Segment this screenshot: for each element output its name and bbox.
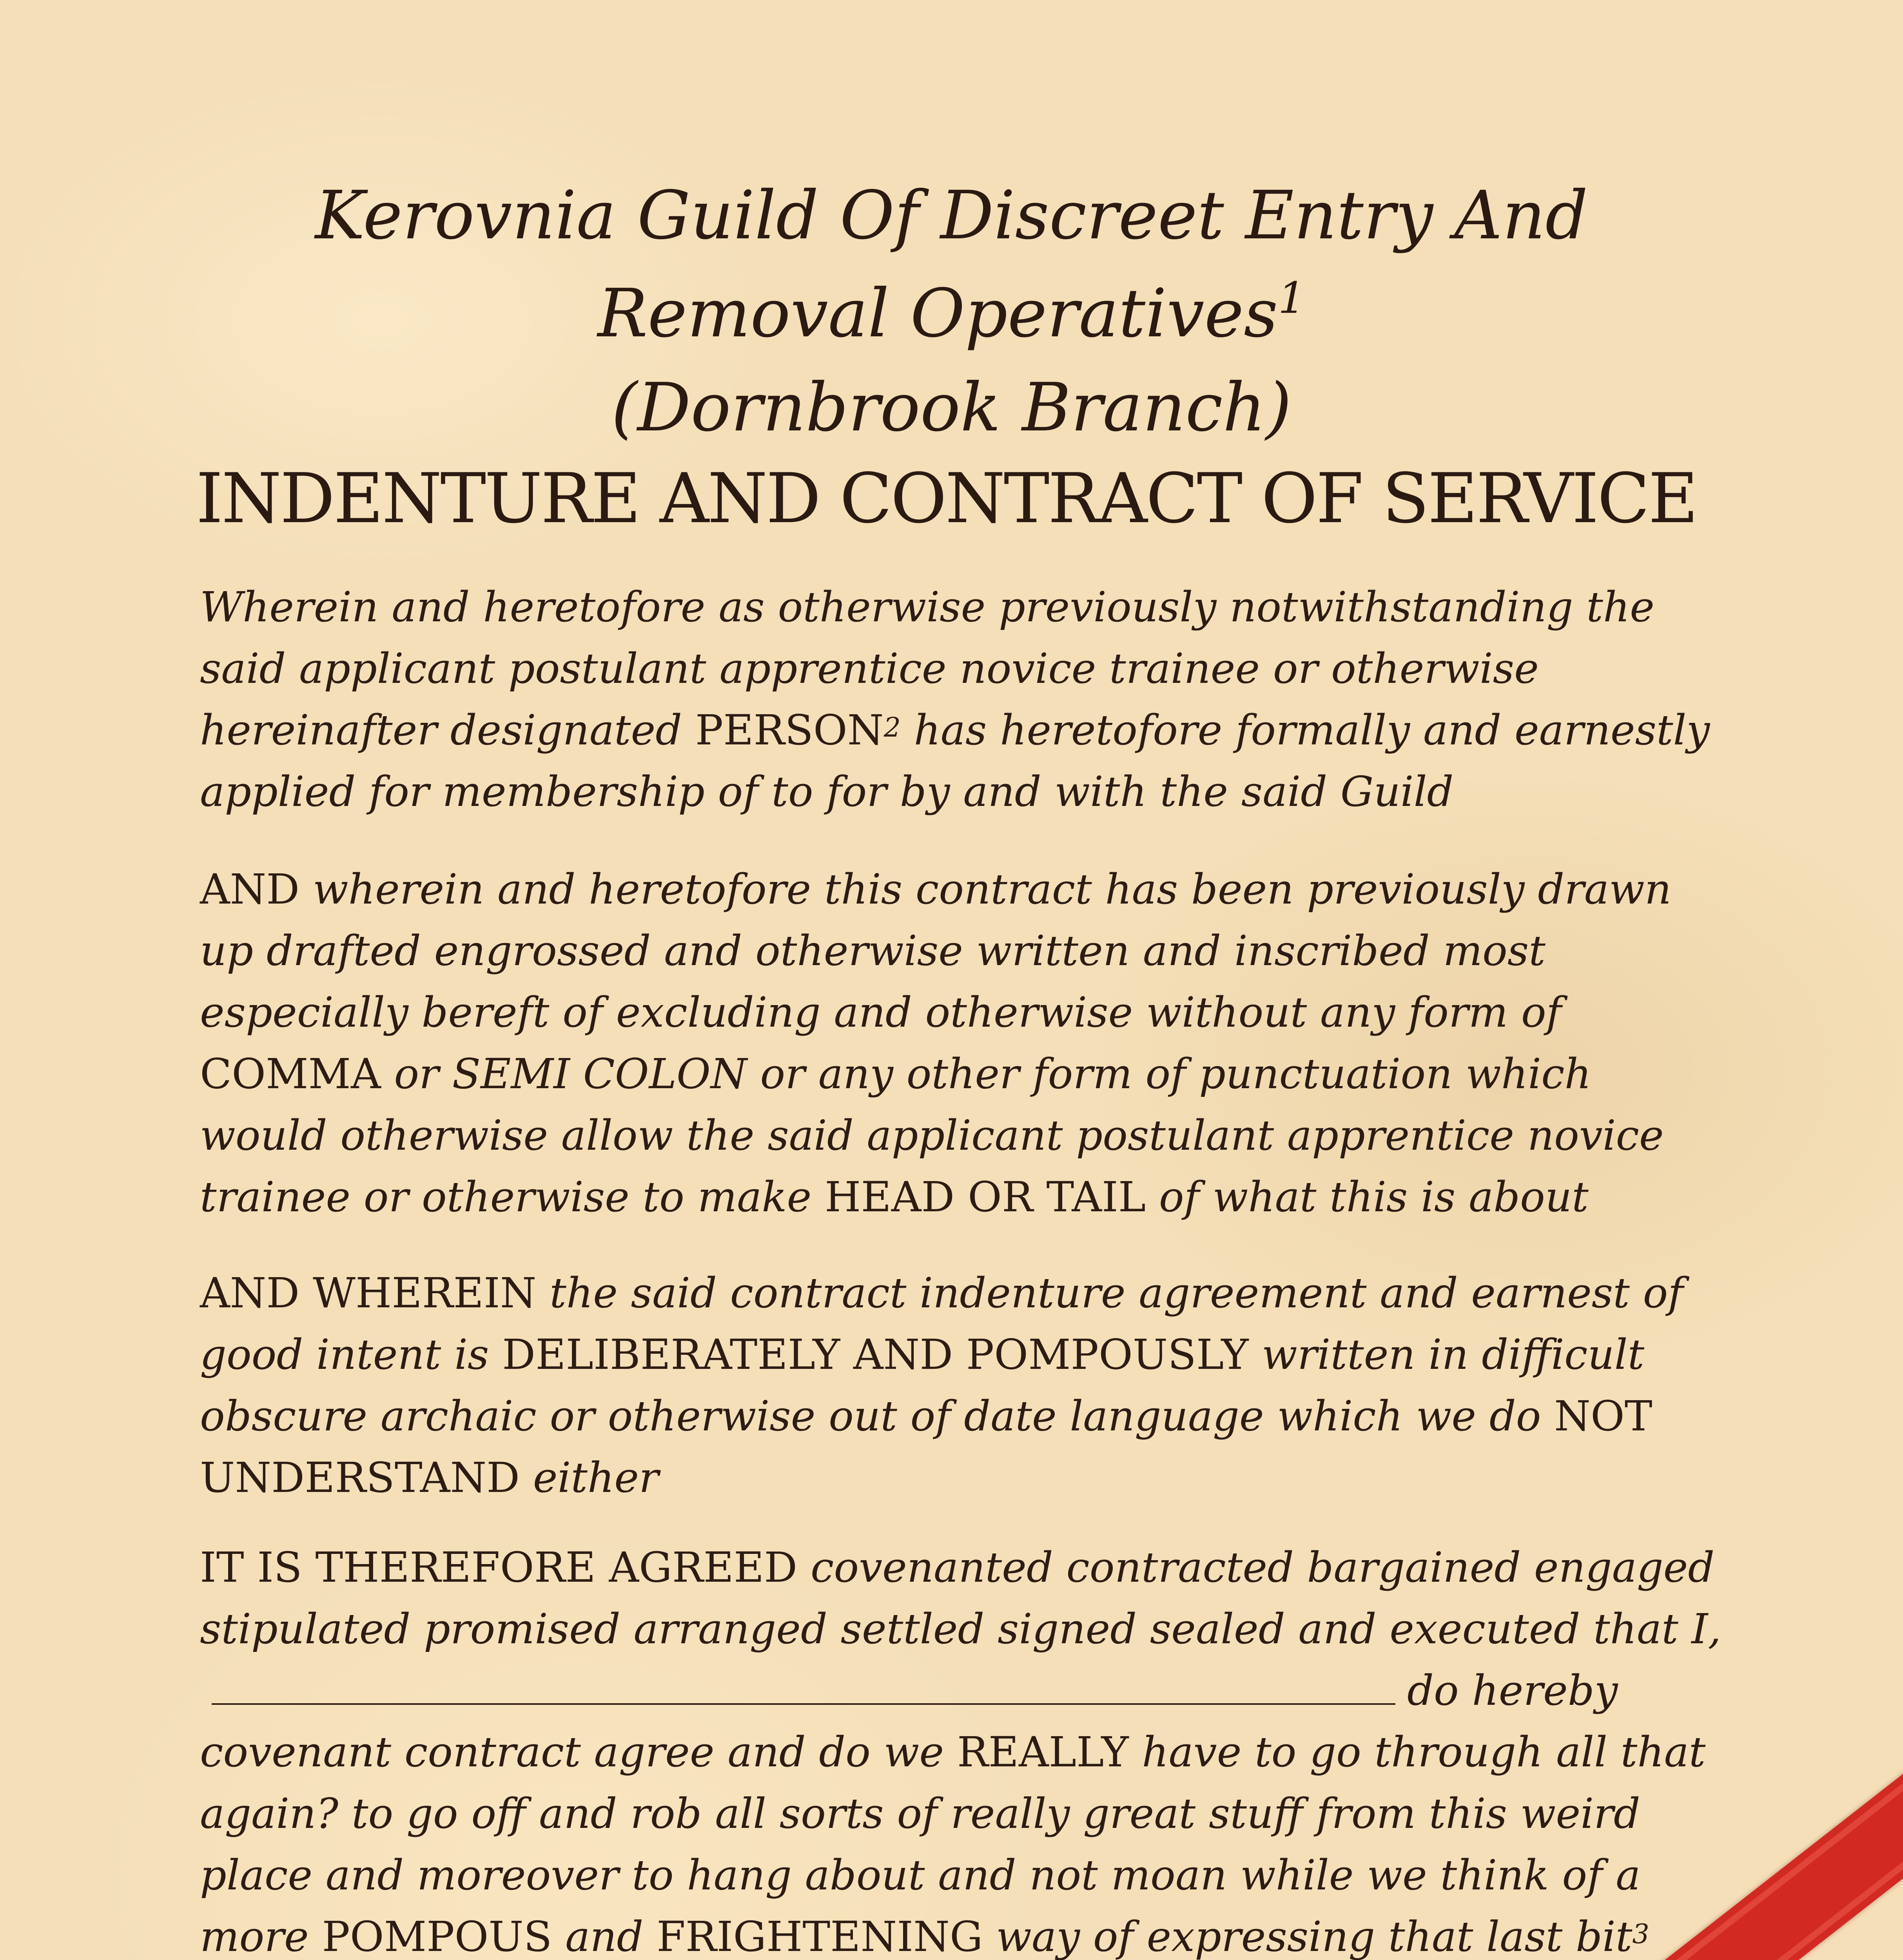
emphasis-it-is-therefore-agreed: IT IS THEREFORE AGREED [200,1543,798,1592]
paragraph-2: AND wherein and heretofore this contract has been previously drawn up drafted engrossed and otherwise written and inscribed most especially bereft of excluding and otherwise without any form of COMMA or SEMI COLON or any other form of punctuation which would otherwise allow the said applicant postulant apprentice novice trainee or otherwise to make HEAD OR TAIL of what this is about [200,865,1671,1221]
branch-name: (Dornbrook Branch) [611,369,1292,446]
emphasis-person: PERSON [695,706,884,754]
contract-title: INDENTURE AND CONTRACT OF SERVICE [196,459,1697,539]
emphasis-not-understand: NOT UNDERSTAND [200,1392,1653,1502]
emphasis-frightening: FRIGHTENING [657,1913,983,1960]
emphasis-semi-colon: SEMI COLON [452,1050,747,1098]
signature-line[interactable] [212,1662,1395,1705]
footnote-ref-2: 2 [883,712,901,743]
guild-name-line-1: Kerovnia Guild Of Discreet Entry And [315,177,1588,254]
guild-name-line-2: Removal Operatives$^1$ [597,273,1306,352]
emphasis-pompous: POMPOUS [322,1913,552,1960]
emphasis-deliberately: DELIBERATELY AND POMPOUSLY [502,1330,1249,1379]
paragraph-3: AND WHEREIN the said contract indenture agreement and earnest of good intent is DELIBERATELY AND POMPOUSLY written in difficult obscure archaic or otherwise out of date language which we do NOT UNDERSTAND either [200,1269,1683,1502]
paragraph-1: Wherein and heretofore as otherwise previously notwithstanding the said applicant postulant apprentice novice trainee or otherwise hereinafter designated PERSON$^2$ has heretofore formally and earnestly applied for membership of to for by and with the said Guild [200,583,1710,816]
paragraph-4: IT IS THEREFORE AGREED covenanted contracted bargained engaged stipulated promised arranged settled signed sealed and executed that I,do hereby covenant contract agree and do we REALLY have to go through all that again? to go off and rob all sorts of really great stuff from this weird place and moreover to hang about and not moan while we think of a more POMPOUS and FRIGHTENING way of expressing that last bit$^3$ [200,1543,1721,1960]
emphasis-comma: COMMA [200,1050,381,1098]
footnote-ref-1: 1 [1278,273,1306,323]
emphasis-head-or-tail: HEAD OR TAIL [825,1173,1146,1221]
footnote-ref-3: 3 [1632,1919,1649,1950]
emphasis-and-wherein: AND WHEREIN [200,1269,537,1317]
emphasis-and: AND [200,865,300,913]
emphasis-really: REALLY [957,1728,1129,1776]
